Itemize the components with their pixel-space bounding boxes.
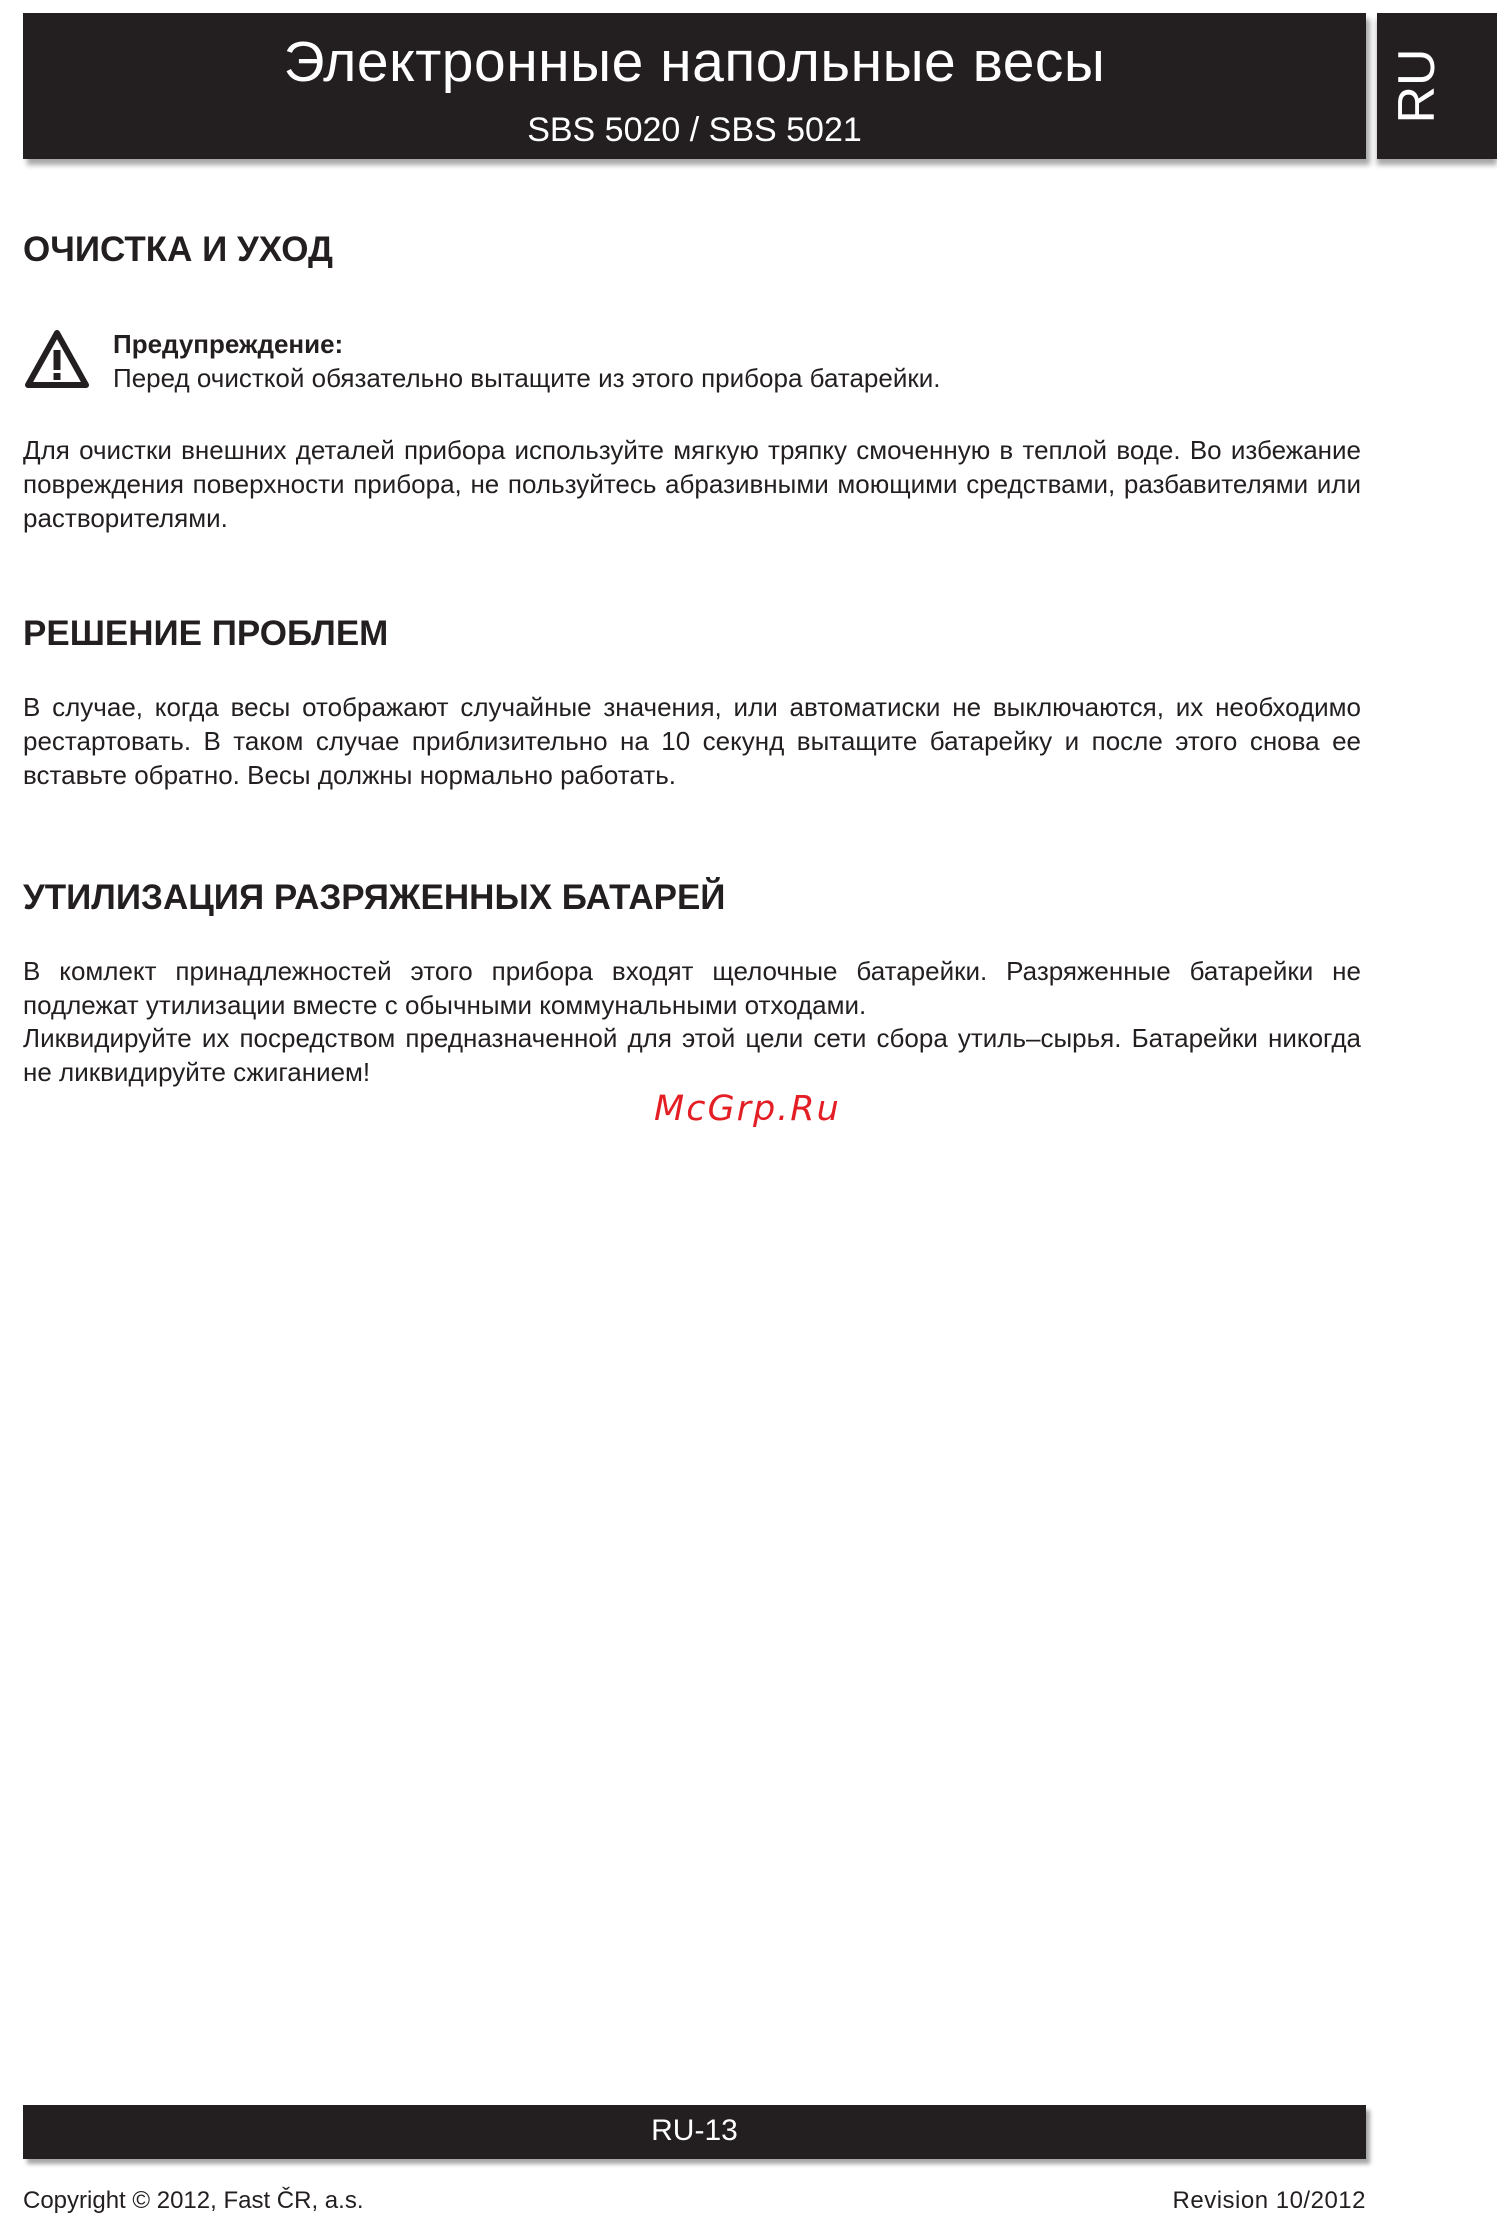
cleaning-paragraph: Для очистки внешних деталей прибора используйте мягкую тряпку смоченную в теплой воде. Во избежание повреждения поверхности прибора, не пользуйтесь абразивными моющими средствами, разбавителями или растворителями. (23, 435, 1361, 533)
revision-text: Revision 10/2012 (1172, 2187, 1366, 2214)
warning-text: Перед очисткой обязательно вытащите из этого прибора батарейки. (113, 363, 941, 393)
language-tab (1377, 13, 1497, 159)
disposal-heading: УТИЛИЗАЦИЯ РАЗРЯЖЕННЫХ БАТАРЕЙ (23, 878, 726, 917)
model-subtitle: SBS 5020 / SBS 5021 (527, 111, 862, 149)
footer-bar (23, 2105, 1366, 2159)
troubleshooting-heading: РЕШЕНИЕ ПРОБЛЕМ (23, 614, 389, 653)
disposal-paragraph-2: Ликвидируйте их посредством предназначенной для этой цели сети сбора утиль–сырья. Батарейки никогда не ликвидируйте сжиганием! (23, 1023, 1361, 1087)
page-title: Электронные напольные весы (283, 30, 1106, 94)
warning-triangle-icon (25, 330, 89, 388)
disposal-paragraph-1: В комлект принадлежностей этого прибора входят щелочные батарейки. Разряженные батарейки не подлежат утилизации вместе с обычными коммунальными отходами. (23, 956, 1361, 1020)
cleaning-heading: ОЧИСТКА И УХОД (23, 230, 333, 269)
page-number: RU-13 (651, 2114, 738, 2147)
language-tab-label: RU (1388, 48, 1446, 124)
troubleshooting-paragraph: В случае, когда весы отображают случайные значения, или автоматиски не выключаются, их необходимо рестартовать. В таком случае приблизительно на 10 секунд вытащите батарейку и после этого снова ее вставьте обратно. Весы должны нормально работать. (23, 692, 1361, 790)
watermark: McGrp.Ru (654, 1089, 841, 1129)
warning-title: Предупреждение: (113, 329, 344, 359)
copyright-text: Copyright © 2012, Fast ČR, a.s. (23, 2187, 364, 2214)
header-bar (23, 13, 1366, 159)
